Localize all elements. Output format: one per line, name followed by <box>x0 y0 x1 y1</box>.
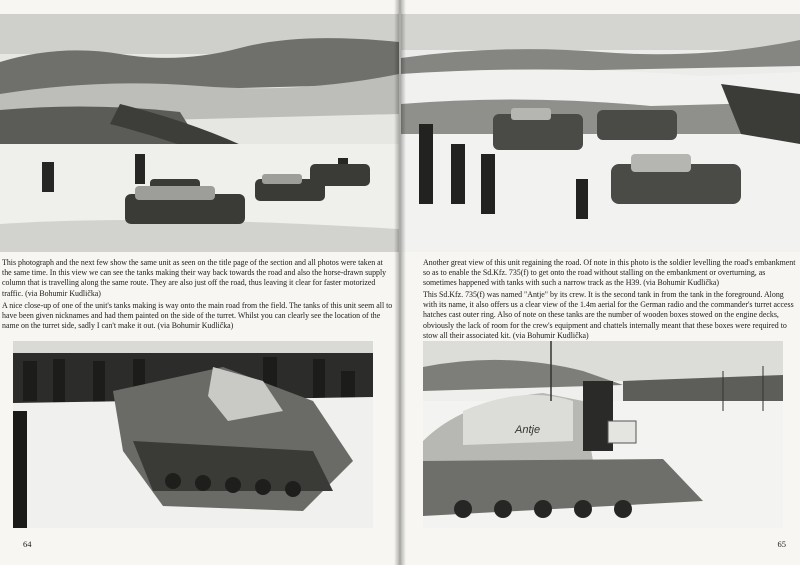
photo-soldier-levelling-embankment <box>401 14 800 252</box>
left-page <box>0 0 399 565</box>
photo-tank-closeup <box>13 341 373 528</box>
page-number: 65 <box>777 539 786 549</box>
caption-photo-4 <box>423 290 797 341</box>
caption-photo-2 <box>2 301 394 332</box>
photo-tank-antje <box>423 341 783 528</box>
caption-text: This Sd.Kfz. 735(f) was named "Antje" by its crew. It is the second tank in from the tank in the foreground. Along with its name, it also offers us a clear view of the 1.4m aerial for the German radio and the commander's turret access hatches cast outer ring. Also of note on these tanks are the number of wooden boxes stowed on the engine decks, obviously the lack of room for the crew's equipment and chattels internally meant that these boxes were required to stow all their associated kit. (via Bohumir Kudlička) <box>423 290 794 340</box>
caption-text: Another great view of this unit regaining the road. Of note in this photo is the soldier levelling the road's embankment so as to enable the Sd.Kfz. 735(f) to get onto the road without stalling on the embankment or overturning, as sometimes happened with tanks with such a narrow track as the H39. (via Bohumir Kudlička) <box>423 258 796 288</box>
turret-name-text: Antje <box>515 424 541 436</box>
caption-text: This photograph and the next few show the same unit as seen on the title page of the section and all photos were taken at the same time. In this view we can see the tanks making their way back towards the road and also the horse-drawn supply column that is travelling along the same route. They are also just off the road, thus leaving it clear for faster motorized traffic. (via Bohumir Kudlička) <box>2 258 387 298</box>
right-page <box>401 0 800 565</box>
caption-photo-1 <box>2 258 394 299</box>
caption-text: A nice close-up of one of the unit's tanks making is way onto the main road from the field. The tanks of this unit seem all to have been given nicknames and had them painted on the side of the turret. Whilst you can clearly see the location of the name on the turret side, sadly I can't make it out. (via Bohumir Kudlička) <box>2 301 393 331</box>
caption-photo-3 <box>423 258 797 289</box>
page-number: 64 <box>23 539 32 549</box>
photo-tanks-column-field <box>0 14 399 252</box>
book-gutter <box>394 0 406 565</box>
